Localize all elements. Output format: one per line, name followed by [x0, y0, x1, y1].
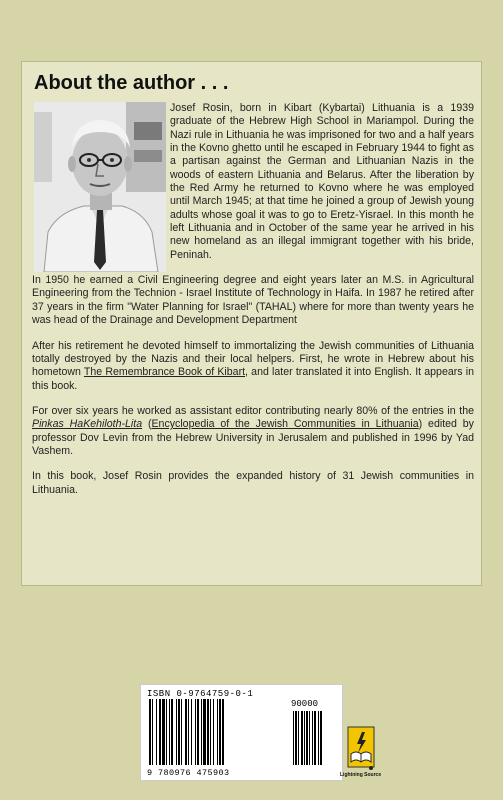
barcode-addon: 90000	[291, 699, 319, 709]
bio-paragraph-3: After his retirement he devoted himself to immortalizing the Jewish communities of Lithuania totally destroyed by the Nazis and their local helpers. First, he wrote in Hebrew about his hometown The Remembrance Book of Kibart, and later translated it into English. It appears in this book.	[32, 339, 474, 392]
publisher-name: Lightning Source	[340, 772, 382, 778]
bio-paragraph-2: In 1950 he earned a Civil Engineering degree and eight years later an M.S. in Agricultural Engineering from the Technion - Israel Institute of Technology in Haifa. In 1987 he retired after 37 years in the firm "Water Planning for Israel" (TAHAL) where for more than twenty years he was head of the Drainage and Development Department	[32, 274, 474, 327]
barcode-bars	[147, 699, 337, 769]
bio-paragraph-1: Josef Rosin, born in Kibart (Kybartai) Lithuania is a 1939 graduate of the Hebrew High School in Mariampol. During the Nazi rule in Lithuania he was imprisoned for two and a half years in the Kovno ghetto until he escaped in February 1944 to fight as a partisan against the German and Lithuanian Nazis in the woods of eastern Lithuania and Belarus. After the liberation by the Red Army he returned to Kovno where he was employed until March 1945; at that time he joined a group of Jewish young adults whose goal it was to go to Eretz-Yisrael. In this month he left Lithuania and in October of the same year he arrived in his new homeland as an illegal immigrant together with his bride, Peninah.	[170, 102, 474, 261]
isbn-barcode	[140, 684, 343, 781]
book-title-kibart: The Remembrance Book of Kibart	[83, 366, 246, 379]
book-title-encyclopedia: Encyclopedia of the Jewish Communities in Lithuania	[151, 418, 419, 431]
author-bio	[32, 102, 474, 509]
book-title-pinkas: Pinkas HaKehiloth-Lita	[32, 418, 143, 431]
about-author-panel	[21, 61, 482, 586]
page-title: About the author . . .	[34, 72, 229, 94]
bio-paragraph-4: For over six years he worked as assistant editor contributing nearly 80% of the entries in the Pinkas HaKehiloth-Lita (Encyclopedia of the Jewish Communities in Lithuania) edited by professor Dov Levin from the Hebrew University in Jerusalem and published in 1996 by Yad Vashem.	[32, 404, 474, 457]
ean-digits: 9 780976 475903	[147, 768, 230, 778]
book-lightning-icon	[347, 726, 375, 772]
bio-paragraph-5: In this book, Josef Rosin provides the expanded history of 31 Jewish communities in Lithuania.	[32, 470, 474, 496]
isbn-label: ISBN 0-9764759-0-1	[147, 689, 254, 699]
